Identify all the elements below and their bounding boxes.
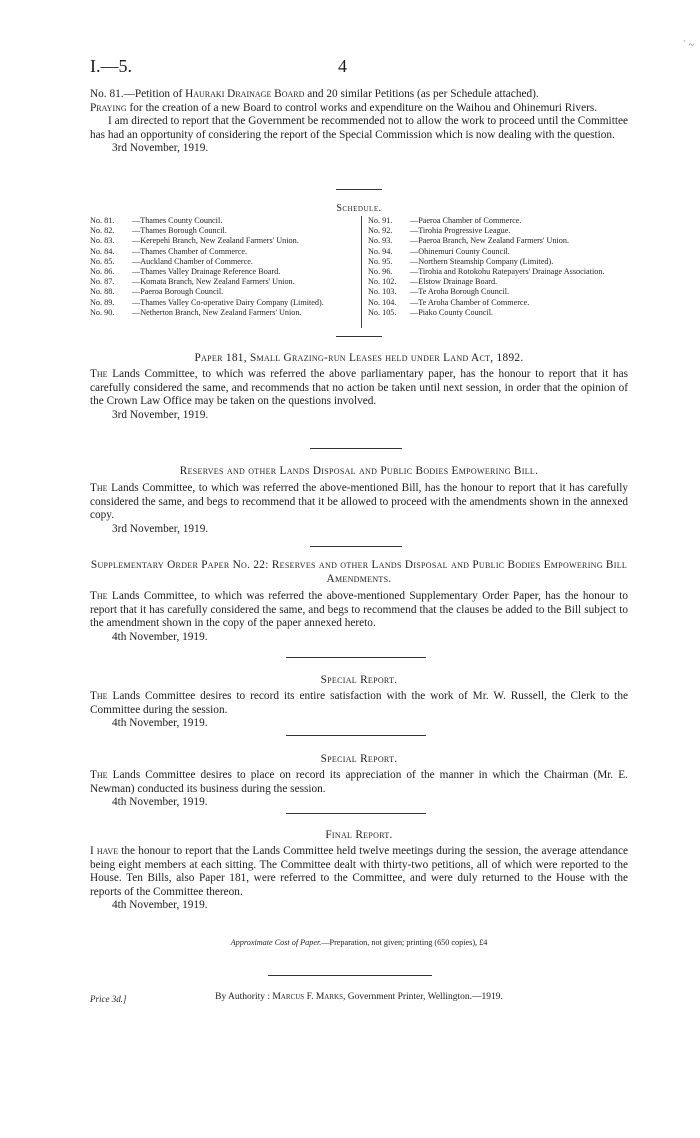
schedule-entry-name: —Thames Chamber of Commerce.	[132, 246, 248, 256]
petition-date: 3rd November, 1919.	[112, 142, 209, 155]
scan-mark: ` ~	[682, 40, 694, 51]
printer-authority: By Authority : Marcus F. Marks, Government Printer, Wellington.—1919.	[215, 992, 503, 1002]
reserves-bill-section	[90, 482, 628, 536]
paper181-heading: Paper 181, Small Grazing-run Leases held under Land Act, 1892.	[194, 352, 524, 364]
schedule-entry-number: No. 95.	[368, 256, 393, 266]
schedule-entry	[90, 277, 358, 287]
divider	[268, 975, 432, 976]
schedule-entry-name: —Komata Branch, New Zealand Farmers' Union.	[132, 277, 295, 287]
schedule-entry-number: No. 88.	[90, 287, 115, 297]
supplementary-heading: Supplementary Order Paper No. 22: Reserves and other Lands Disposal and Public Bodies Empowering Bill Amendments.	[90, 559, 628, 585]
schedule-entry-number: No. 92.	[368, 226, 393, 236]
petition-section	[90, 88, 628, 156]
special-report-1-body: The Lands Committee desires to record its entire satisfaction with the work of Mr. W. Russell, the Clerk to the Committee during the session.	[90, 690, 628, 716]
divider	[310, 448, 402, 449]
schedule-entry	[368, 247, 630, 257]
schedule-entry-name: —Northern Steamship Company (Limited).	[410, 256, 554, 266]
schedule-entry-number: No. 83.	[90, 236, 115, 246]
paper-reference: I.—5.	[90, 56, 132, 76]
schedule-entry-number: No. 87.	[90, 277, 115, 287]
schedule-entry	[90, 236, 358, 246]
special-report-1-date: 4th November, 1919.	[112, 717, 208, 730]
schedule-entry	[90, 308, 358, 318]
schedule-entry	[90, 298, 358, 308]
petition-praying: Praying for the creation of a new Board to control works and expenditure on the Waihou and Ohinemuri Rivers.	[90, 101, 598, 114]
schedule-entry-number: No. 85.	[90, 256, 115, 266]
final-report-date: 4th November, 1919.	[112, 899, 208, 912]
divider	[336, 189, 382, 190]
divider	[336, 336, 382, 337]
schedule-entry-name: —Thames Borough Council.	[132, 226, 227, 236]
supplementary-section	[90, 590, 628, 644]
schedule-entry	[90, 287, 358, 297]
schedule-entry-number: No. 105.	[368, 307, 397, 317]
petition-body: I am directed to report that the Government be recommended not to allow the work to proceed until the Committee has had an opportunity of considering the report of the Special Commission which is now dealing with the question.	[90, 115, 628, 141]
page-number: 4	[338, 56, 347, 76]
schedule-entry	[368, 287, 630, 297]
divider	[286, 813, 426, 814]
final-report-heading: Final Report.	[325, 829, 393, 841]
schedule-entry-name: —Thames Valley Co-operative Dairy Company (Limited).	[132, 297, 324, 307]
schedule-entry-name: —Ohinemuri County Council.	[410, 246, 510, 256]
reserves-bill-body: The Lands Committee, to which was referred the above-mentioned Bill, has the honour to report that it has carefully considered the same, and begs to recommend that it be allowed to proceed with the amendments shown in the annexed copy.	[90, 482, 628, 522]
schedule-entry-name: —Netherton Branch, New Zealand Farmers' Union.	[132, 307, 302, 317]
schedule-entry-name: —Thames County Council.	[132, 216, 223, 225]
schedule-entry-number: No. 90.	[90, 307, 115, 317]
special-report-1-heading: Special Report.	[320, 674, 398, 686]
schedule-entry-name: —Tirohia Progressive League.	[410, 226, 511, 236]
special-report-2-date: 4th November, 1919.	[112, 796, 208, 809]
schedule-right-column	[368, 216, 630, 318]
price-label: Price 3d.]	[90, 994, 127, 1004]
schedule-entry	[90, 247, 358, 257]
schedule-column-divider	[361, 216, 362, 328]
schedule-entry	[368, 236, 630, 246]
schedule-entry	[90, 216, 358, 226]
schedule-entry	[368, 308, 630, 318]
schedule-entry-name: —Paeroa Borough Council.	[132, 287, 224, 297]
schedule-entry-number: No. 82.	[90, 226, 115, 236]
schedule-entry-name: —Tirohia and Rotokohu Ratepayers' Drainage Association.	[410, 267, 605, 277]
schedule-entry-name: —Paeroa Chamber of Commerce.	[410, 216, 522, 225]
divider	[286, 657, 426, 658]
schedule-entry-number: No. 96.	[368, 267, 393, 277]
schedule-entry-number: No. 91.	[368, 216, 393, 225]
schedule-entry	[368, 257, 630, 267]
schedule-entry-number: No. 89.	[90, 297, 115, 307]
schedule-entry	[368, 267, 630, 277]
schedule-title: Schedule.	[336, 203, 382, 214]
final-report-body: I have the honour to report that the Lands Committee held twelve meetings during the session, the average attendance being eight members at each sitting. The Committee dealt with thirty-two petitions, all of which were reported to the House. Ten Bills, also Paper 181, were referred to the Committee, and were duly returned to the House with the reports of the Committee thereon.	[90, 845, 628, 898]
cost-of-paper: Approximate Cost of Paper.—Preparation, not given; printing (650 copies), £4	[230, 938, 488, 947]
schedule-entry	[368, 298, 630, 308]
schedule-entry	[90, 267, 358, 277]
schedule-entry	[90, 226, 358, 236]
paper181-body: The Lands Committee, to which was referred the above parliamentary paper, has the honour to report that it has carefully considered the same, and recommends that no action be taken until next session, in order that the opinion of the Crown Law Office may be taken on the questions involved.	[90, 368, 628, 408]
reserves-bill-heading: Reserves and other Lands Disposal and Public Bodies Empowering Bill.	[179, 465, 539, 477]
divider	[286, 735, 426, 736]
schedule-entry-name: —Auckland Chamber of Commerce.	[132, 256, 253, 266]
schedule-left-column	[90, 216, 358, 318]
schedule-entry	[368, 277, 630, 287]
schedule-entry	[368, 226, 630, 236]
special-report-2-heading: Special Report.	[320, 753, 398, 765]
special-report-1-section	[90, 690, 628, 731]
supplementary-body: The Lands Committee, to which was referred the above-mentioned Supplementary Order Paper, has the honour to report that it has carefully considered the same, and begs to recommend that the clauses be added to the Bill subject to the amendment shown in the copy of the paper annexed hereto.	[90, 590, 628, 630]
schedule-entry-number: No. 81.	[90, 216, 115, 225]
petition-title: No. 81.—Petition of Hauraki Drainage Board and 20 similar Petitions (as per Schedule attached).	[90, 88, 539, 100]
paper181-date: 3rd November, 1919.	[112, 408, 209, 421]
schedule-entry-name: —Elstow Drainage Board.	[410, 277, 498, 287]
schedule-entry-number: No. 86.	[90, 267, 115, 277]
schedule-entry-name: —Kerepehi Branch, New Zealand Farmers' Union.	[132, 236, 299, 246]
schedule-entry-name: —Te Aroha Chamber of Commerce.	[410, 297, 530, 307]
schedule-entry	[90, 257, 358, 267]
final-report-section	[90, 845, 628, 913]
reserves-bill-date: 3rd November, 1919.	[112, 522, 209, 535]
schedule-entry-number: No. 104.	[368, 297, 397, 307]
divider	[310, 546, 402, 547]
schedule-entry-name: —Thames Valley Drainage Reference Board.	[132, 267, 281, 277]
special-report-2-section	[90, 769, 628, 810]
special-report-2-body: The Lands Committee desires to place on record its appreciation of the manner in which the Chairman (Mr. E. Newman) conducted its business during the session.	[90, 769, 628, 795]
schedule-entry-name: —Te Aroha Borough Council.	[410, 287, 510, 297]
schedule-entry-number: No. 93.	[368, 236, 393, 246]
schedule-entry-number: No. 102.	[368, 277, 397, 287]
schedule-entry-number: No. 103.	[368, 287, 397, 297]
schedule-entry-name: —Piako County Council.	[410, 307, 494, 317]
paper181-section	[90, 368, 628, 422]
supplementary-date: 4th November, 1919.	[112, 630, 208, 643]
schedule-entry	[368, 216, 630, 226]
schedule-entry-number: No. 94.	[368, 246, 393, 256]
schedule-entry-name: —Paeroa Branch, New Zealand Farmers' Union.	[410, 236, 570, 246]
schedule-entry-number: No. 84.	[90, 246, 115, 256]
